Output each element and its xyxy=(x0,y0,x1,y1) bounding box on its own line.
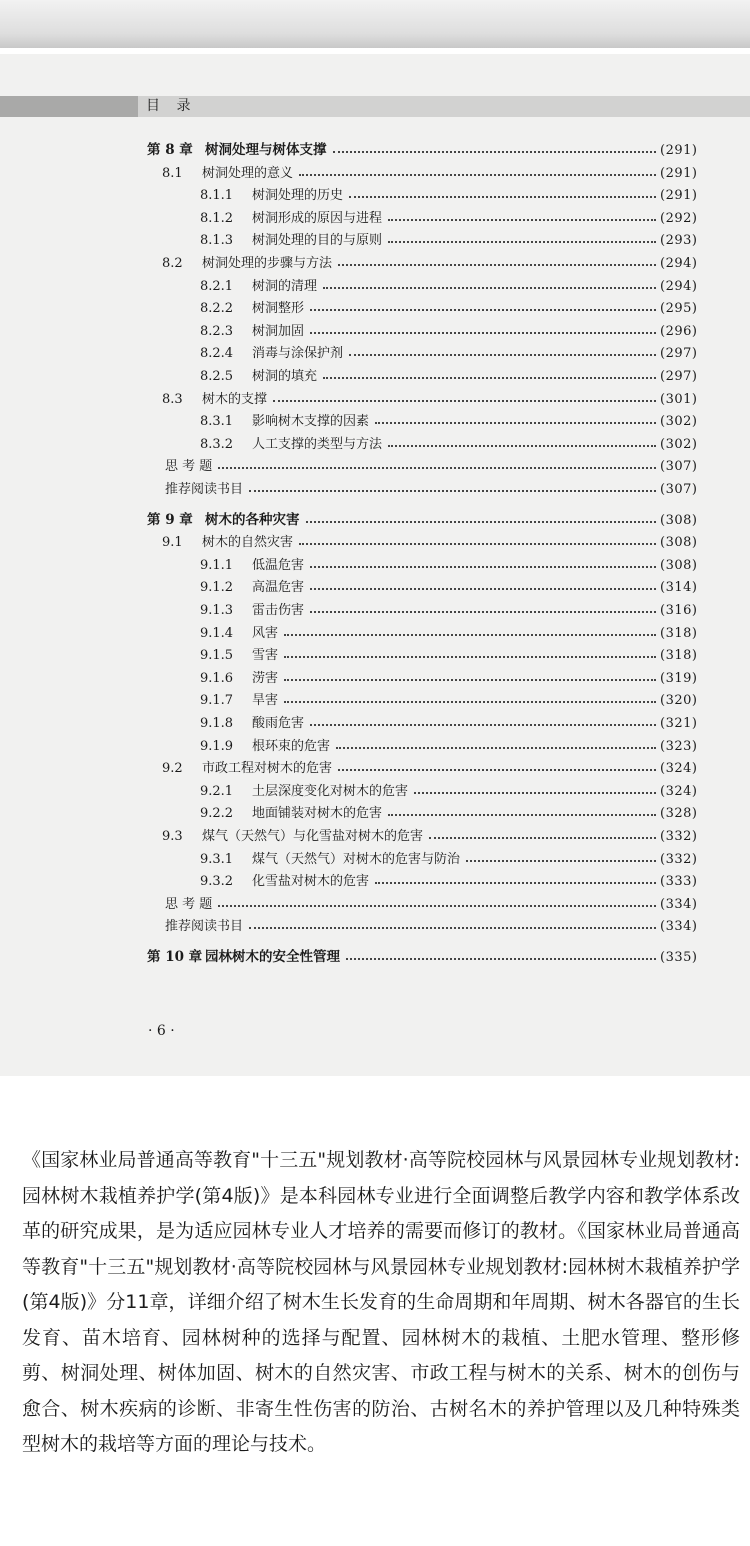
toc-entry-page: (334) xyxy=(660,919,698,934)
toc-entry-number: 8.2.3 xyxy=(200,324,234,339)
toc-entry-page: (314) xyxy=(660,580,698,595)
toc-entry-number: 9.1.3 xyxy=(200,603,234,618)
toc-dot-leader xyxy=(323,287,656,289)
toc-entry xyxy=(0,848,750,871)
toc-header-bar xyxy=(0,96,750,117)
toc-entry-number: 8.3 xyxy=(162,392,183,407)
toc-entry-title: 高温危害 xyxy=(252,580,305,595)
toc-dot-leader xyxy=(299,174,656,176)
toc-entry-title: 旱害 xyxy=(252,693,279,708)
toc-dot-leader xyxy=(310,309,656,311)
toc-entry xyxy=(0,893,750,916)
toc-dot-leader xyxy=(414,792,656,794)
toc-entry-title: 树洞处理的步骤与方法 xyxy=(202,256,333,271)
toc-entry-page: (297) xyxy=(660,369,698,384)
toc-entry-title: 煤气（天然气）与化雪盐对树木的危害 xyxy=(202,829,424,844)
toc-entry xyxy=(0,275,750,298)
toc-entry xyxy=(0,735,750,758)
toc-entry-title: 园林树木的安全性管理 xyxy=(205,949,340,965)
toc-entry xyxy=(0,252,750,275)
toc-dot-leader xyxy=(388,445,656,447)
toc-entry-page: (302) xyxy=(660,414,698,429)
toc-entry xyxy=(0,644,750,667)
toc-entry-title: 树洞处理的意义 xyxy=(202,166,294,181)
toc-entry-title: 树木的支撑 xyxy=(202,392,268,407)
toc-dot-leader xyxy=(333,151,656,153)
toc-entry-title: 树洞处理的目的与原则 xyxy=(252,233,383,248)
toc-entry xyxy=(0,712,750,735)
toc-entry-title: 雷击伤害 xyxy=(252,603,305,618)
toc-entry-page: (319) xyxy=(660,671,698,686)
toc-entry xyxy=(0,780,750,803)
toc-entry-page: (332) xyxy=(660,852,698,867)
toc-entry-title: 树洞整形 xyxy=(252,301,305,316)
toc-entry-page: (332) xyxy=(660,829,698,844)
toc-dot-leader xyxy=(388,219,656,221)
toc-entry-title: 思 考 题 xyxy=(165,897,213,912)
toc-entry-number: 第 8 章 xyxy=(147,142,193,158)
toc-entry-page: (297) xyxy=(660,346,698,361)
toc-dot-leader xyxy=(310,724,656,726)
toc-entry-number: 8.2 xyxy=(162,256,183,271)
toc-dot-leader xyxy=(349,354,656,356)
toc-dot-leader xyxy=(249,490,656,492)
toc-entry-page: (323) xyxy=(660,739,698,754)
toc-dot-leader xyxy=(310,332,656,334)
toc-dot-leader xyxy=(284,679,656,681)
toc-dot-leader xyxy=(284,701,656,703)
toc-dot-leader xyxy=(338,769,656,771)
toc-entry-title: 煤气（天然气）对树木的危害与防治 xyxy=(252,852,461,867)
toc-entry xyxy=(0,388,750,411)
toc-entry-page: (294) xyxy=(660,279,698,294)
toc-entry xyxy=(0,297,750,320)
toc-entry-title: 树木的自然灾害 xyxy=(202,535,294,550)
toc-entry-page: (291) xyxy=(660,143,698,158)
scanned-toc-page xyxy=(0,54,750,1076)
toc-entry-number: 9.3.1 xyxy=(200,852,234,867)
toc-entry-title: 雪害 xyxy=(252,648,279,663)
toc-entry-number: 9.1.4 xyxy=(200,626,234,641)
toc-dot-leader xyxy=(299,543,656,545)
toc-entry-number: 9.1.5 xyxy=(200,648,234,663)
toc-entry-title: 树洞的清理 xyxy=(252,279,318,294)
toc-entry xyxy=(0,162,750,185)
toc-entry-title: 推荐阅读书目 xyxy=(165,482,244,497)
toc-entry-number: 8.3.2 xyxy=(200,437,234,452)
toc-entry-title: 酸雨危害 xyxy=(252,716,305,731)
toc-entry xyxy=(0,870,750,893)
toc-entry xyxy=(0,184,750,207)
toc-dot-leader xyxy=(375,422,656,424)
toc-entry-page: (296) xyxy=(660,324,698,339)
toc-dot-leader xyxy=(249,927,656,929)
toc-entry-title: 树洞形成的原因与进程 xyxy=(252,211,383,226)
toc-entry xyxy=(0,576,750,599)
toc-header-title: 目 录 xyxy=(146,98,197,114)
toc-entry xyxy=(0,622,750,645)
toc-entry-title: 根环束的危害 xyxy=(252,739,331,754)
toc-dot-leader xyxy=(310,611,656,613)
toc-entry-page: (307) xyxy=(660,482,698,497)
toc-dot-leader xyxy=(284,656,656,658)
toc-entry-page: (291) xyxy=(660,166,698,181)
toc-entry xyxy=(0,825,750,848)
toc-entry-number: 8.1.1 xyxy=(200,188,234,203)
toc-entry-page: (324) xyxy=(660,784,698,799)
toc-entry-page: (292) xyxy=(660,211,698,226)
toc-dot-leader xyxy=(349,196,656,198)
toc-entry xyxy=(0,554,750,577)
toc-entry xyxy=(0,689,750,712)
toc-entry xyxy=(0,531,750,554)
toc-entry-page: (294) xyxy=(660,256,698,271)
toc-entry-page: (318) xyxy=(660,648,698,663)
toc-entry-page: (308) xyxy=(660,558,698,573)
toc-entry xyxy=(0,915,750,938)
toc-entry-page: (328) xyxy=(660,806,698,821)
toc-entry-title: 树木的各种灾害 xyxy=(205,512,300,528)
toc-entry-page: (333) xyxy=(660,874,698,889)
toc-entry-title: 树洞的填充 xyxy=(252,369,318,384)
toc-entry-number: 9.1.7 xyxy=(200,693,234,708)
toc-entry xyxy=(0,433,750,456)
toc-entry-title: 化雪盐对树木的危害 xyxy=(252,874,370,889)
toc-entry xyxy=(0,946,750,969)
header-bar-dark-block xyxy=(0,96,138,117)
toc-entry-title: 涝害 xyxy=(252,671,279,686)
toc-dot-leader xyxy=(388,241,656,243)
toc-entry xyxy=(0,139,750,162)
toc-entry-number: 8.2.4 xyxy=(200,346,234,361)
toc-entry-number: 9.1.6 xyxy=(200,671,234,686)
toc-entry-number: 8.2.5 xyxy=(200,369,234,384)
toc-dot-leader xyxy=(310,588,656,590)
toc-dot-leader xyxy=(306,521,656,523)
toc-entry-page: (335) xyxy=(660,950,698,965)
toc-entry-number: 9.2.1 xyxy=(200,784,234,799)
toc-dot-leader xyxy=(284,634,656,636)
toc-entry-number: 8.2.1 xyxy=(200,279,234,294)
toc-entry xyxy=(0,229,750,252)
toc-dot-leader xyxy=(429,837,656,839)
toc-entry-title: 树洞处理与树体支撑 xyxy=(205,142,327,158)
toc-entry-number: 9.2.2 xyxy=(200,806,234,821)
toc-entry-page: (293) xyxy=(660,233,698,248)
toc-entry xyxy=(0,478,750,501)
toc-entry xyxy=(0,410,750,433)
toc-entry-number: 8.1.3 xyxy=(200,233,234,248)
toc-entry-page: (291) xyxy=(660,188,698,203)
toc-entry xyxy=(0,342,750,365)
toc-dot-leader xyxy=(218,905,656,907)
page-number: · 6 · xyxy=(148,1023,175,1039)
toc-entry-page: (308) xyxy=(660,535,698,550)
toc-entry-title: 树洞处理的历史 xyxy=(252,188,344,203)
toc-entry-title: 风害 xyxy=(252,626,279,641)
toc-entry-number: 8.1 xyxy=(162,166,183,181)
toc-dot-leader xyxy=(336,747,656,749)
toc-entry xyxy=(0,757,750,780)
top-shadow-band xyxy=(0,0,750,48)
toc-entry-page: (318) xyxy=(660,626,698,641)
toc-entry-number: 9.3.2 xyxy=(200,874,234,889)
toc-dot-leader xyxy=(218,467,656,469)
toc-entry-title: 消毒与涂保护剂 xyxy=(252,346,344,361)
toc-entry-number: 第 9 章 xyxy=(147,512,193,528)
toc-entry-page: (308) xyxy=(660,513,698,528)
toc-entry-title: 树洞加固 xyxy=(252,324,305,339)
toc-dot-leader xyxy=(375,882,656,884)
toc-entry xyxy=(0,509,750,532)
toc-entry-title: 市政工程对树木的危害 xyxy=(202,761,333,776)
toc-entry-number: 9.1.9 xyxy=(200,739,234,754)
toc-entry-number: 9.1.8 xyxy=(200,716,234,731)
toc-entry-page: (324) xyxy=(660,761,698,776)
toc-entry-title: 土层深度变化对树木的危害 xyxy=(252,784,409,799)
toc-entry-page: (302) xyxy=(660,437,698,452)
toc-entry-page: (321) xyxy=(660,716,698,731)
toc-entry-page: (295) xyxy=(660,301,698,316)
toc-entry xyxy=(0,599,750,622)
toc-entry-number: 8.3.1 xyxy=(200,414,234,429)
toc-entry-number: 9.3 xyxy=(162,829,183,844)
toc-entry-number: 第 10 章 xyxy=(147,949,203,965)
toc-entry xyxy=(0,667,750,690)
toc-entry-title: 人工支撑的类型与方法 xyxy=(252,437,383,452)
toc-entry-title: 思 考 题 xyxy=(165,459,213,474)
toc-dot-leader xyxy=(338,264,656,266)
toc-entry-number: 8.2.2 xyxy=(200,301,234,316)
toc-dot-leader xyxy=(310,566,656,568)
toc-entry xyxy=(0,365,750,388)
toc-dot-leader xyxy=(388,814,656,816)
toc-entry-number: 9.2 xyxy=(162,761,183,776)
toc-entry-page: (301) xyxy=(660,392,698,407)
book-description: 《国家林业局普通高等教育"十三五"规划教材·高等院校园林与风景园林专业规划教材:园林树木栽植养护学(第4版)》是本科园林专业进行全面调整后教学内容和教学体系改革的研究成果，是为适应园林专业人才培养的需要而修订的教材。《国家林业局普通高等教育"十三五"规划教材·高等院校园林与风景园林专业规划教材:园林树木栽植养护学(第4版)》分11章，详细介绍了树木生长发育的生命周期和年周期、树木各器官的生长发育、苗木培育、园林树种的选择与配置、园林树木的栽植、土肥水管理、整形修剪、树洞处理、树体加固、树木的自然灾害、市政工程与树木的关系、树木的创伤与愈合、树木疾病的诊断、非寄生性伤害的防治、古树名木的养护管理以及几种特殊类型树木的栽培等方面的理论与技术。 xyxy=(22,1149,740,1455)
toc-entry-title: 低温危害 xyxy=(252,558,305,573)
toc-entry-title: 地面铺装对树木的危害 xyxy=(252,806,383,821)
toc-entry-number: 8.1.2 xyxy=(200,211,234,226)
toc-entry-title: 影响树木支撑的因素 xyxy=(252,414,370,429)
toc-dot-leader xyxy=(466,860,656,862)
toc-dot-leader xyxy=(346,958,656,960)
toc-entry xyxy=(0,207,750,230)
toc-dot-leader xyxy=(273,400,656,402)
toc-entry-page: (320) xyxy=(660,693,698,708)
toc-entry-page: (307) xyxy=(660,459,698,474)
toc-entry xyxy=(0,320,750,343)
toc-entry-number: 9.1.2 xyxy=(200,580,234,595)
toc-entry-page: (334) xyxy=(660,897,698,912)
toc-entry-page: (316) xyxy=(660,603,698,618)
toc-entry-title: 推荐阅读书目 xyxy=(165,919,244,934)
toc-entry xyxy=(0,455,750,478)
toc-entry-number: 9.1 xyxy=(162,535,183,550)
toc-dot-leader xyxy=(323,377,656,379)
toc-entry-number: 9.1.1 xyxy=(200,558,234,573)
toc-entry xyxy=(0,802,750,825)
